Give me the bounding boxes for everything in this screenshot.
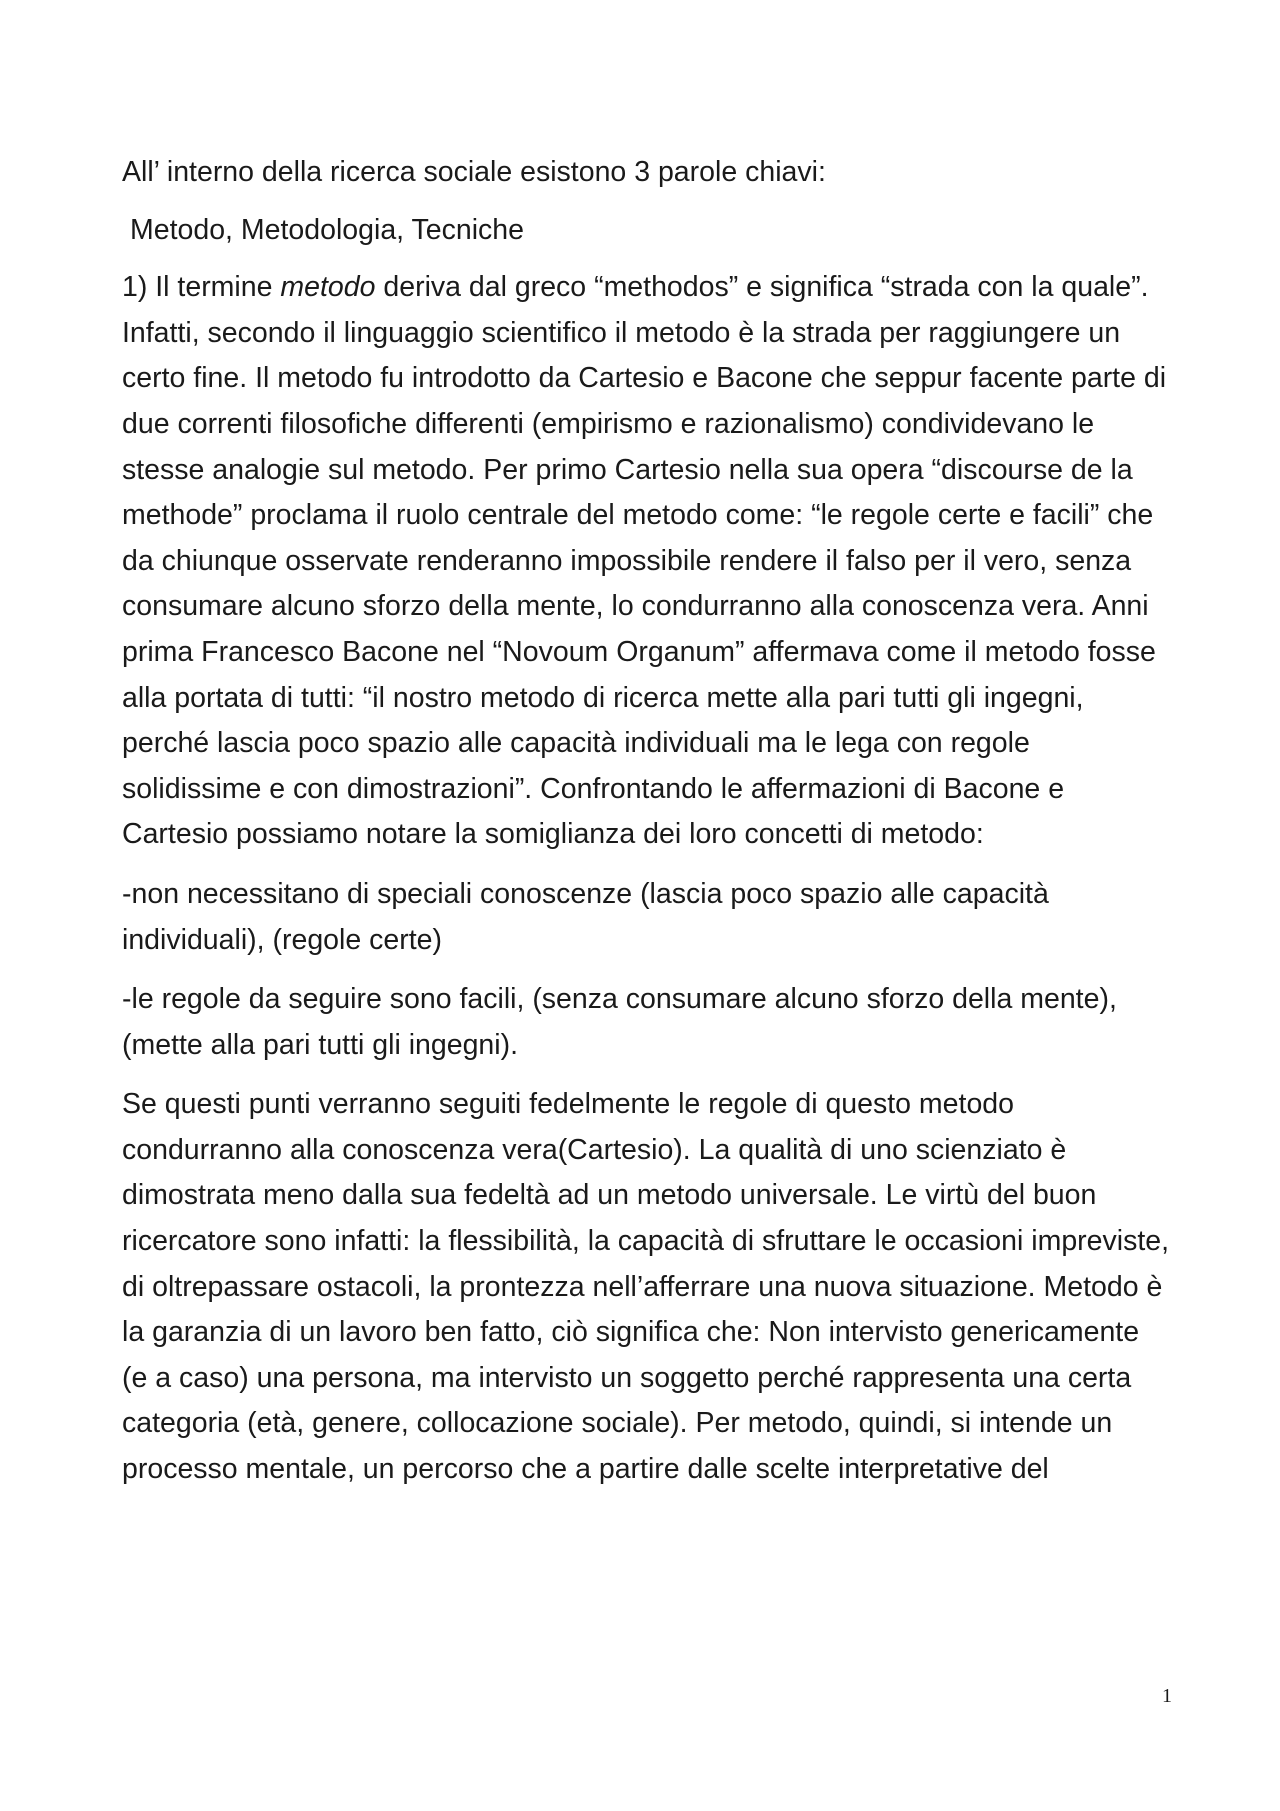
method-virtues-paragraph: Se questi punti verranno seguiti fedelmente le regole di questo metodo condurranno alla conoscenza vera(Cartesio). La qualità di uno scienziato è dimostrata meno dalla sua fedeltà ad un metodo universale. Le virtù del buon ricercatore sono infatti: la flessibilità, la capacità di sfruttare le occasioni impreviste, di oltrepassare ostacoli, la prontezza nell’afferrare una nuova situazione. Metodo è la garanzia di un lavoro ben fatto, ciò significa che: Non intervisto genericamente (e a caso) una persona, ma intervisto un soggetto perché rappresenta una certa categoria (età, genere, collocazione sociale). Per metodo, quindi, si intende un processo mentale, un percorso che a partire dalle scelte interpretative del [122, 1088, 1170, 1486]
page-number: 1 [1162, 1685, 1172, 1707]
intro-paragraph: All’ interno della ricerca sociale esistono 3 parole chiavi: [122, 156, 826, 188]
document-body [122, 150, 1172, 1507]
para1-rest: deriva dal greco “methodos” e significa “strada con la quale”. Infatti, secondo il linguaggio scientifico il metodo è la strada per raggiungere un certo fine. Il metodo fu introdotto da Cartesio e Bacone che seppur facente parte di due correnti filosofiche differenti (empirismo e razionalismo) condividevano le stesse analogie sul metodo. Per primo Cartesio nella sua opera “discourse de la methode” proclama il ruolo centrale del metodo come: “le regole certe e facili” che da chiunque osservate renderanno impossibile rendere il falso per il vero, senza consumare alcuno sforzo della mente, lo condurranno alla conoscenza vera. Anni prima Francesco Bacone nel “Novoum Organum” affermava come il metodo fosse alla portata di tutti: “il nostro metodo di ricerca mette alla pari tutti gli ingegni, perché lascia poco spazio alle capacità individuali ma le lega con regole solidissime e con dimostrazioni”. Confrontando le affermazioni di Bacone e Cartesio possiamo notare la somiglianza dei loro concetti di metodo: [122, 271, 1167, 851]
method-term: metodo [280, 271, 376, 304]
method-definition-paragraph [122, 265, 1172, 858]
bullet-item: -non necessitano di speciali conoscenze (lascia poco spazio alle capacità individuali), (regole certe) [122, 877, 1049, 956]
keywords-paragraph: Metodo, Metodologia, Tecniche [130, 213, 524, 246]
bullet-item: -le regole da seguire sono facili, (senza consumare alcuno sforzo della mente), (mette alla pari tutti gli ingegni). [122, 983, 1117, 1061]
para1-prefix: 1) Il termine [122, 271, 281, 304]
